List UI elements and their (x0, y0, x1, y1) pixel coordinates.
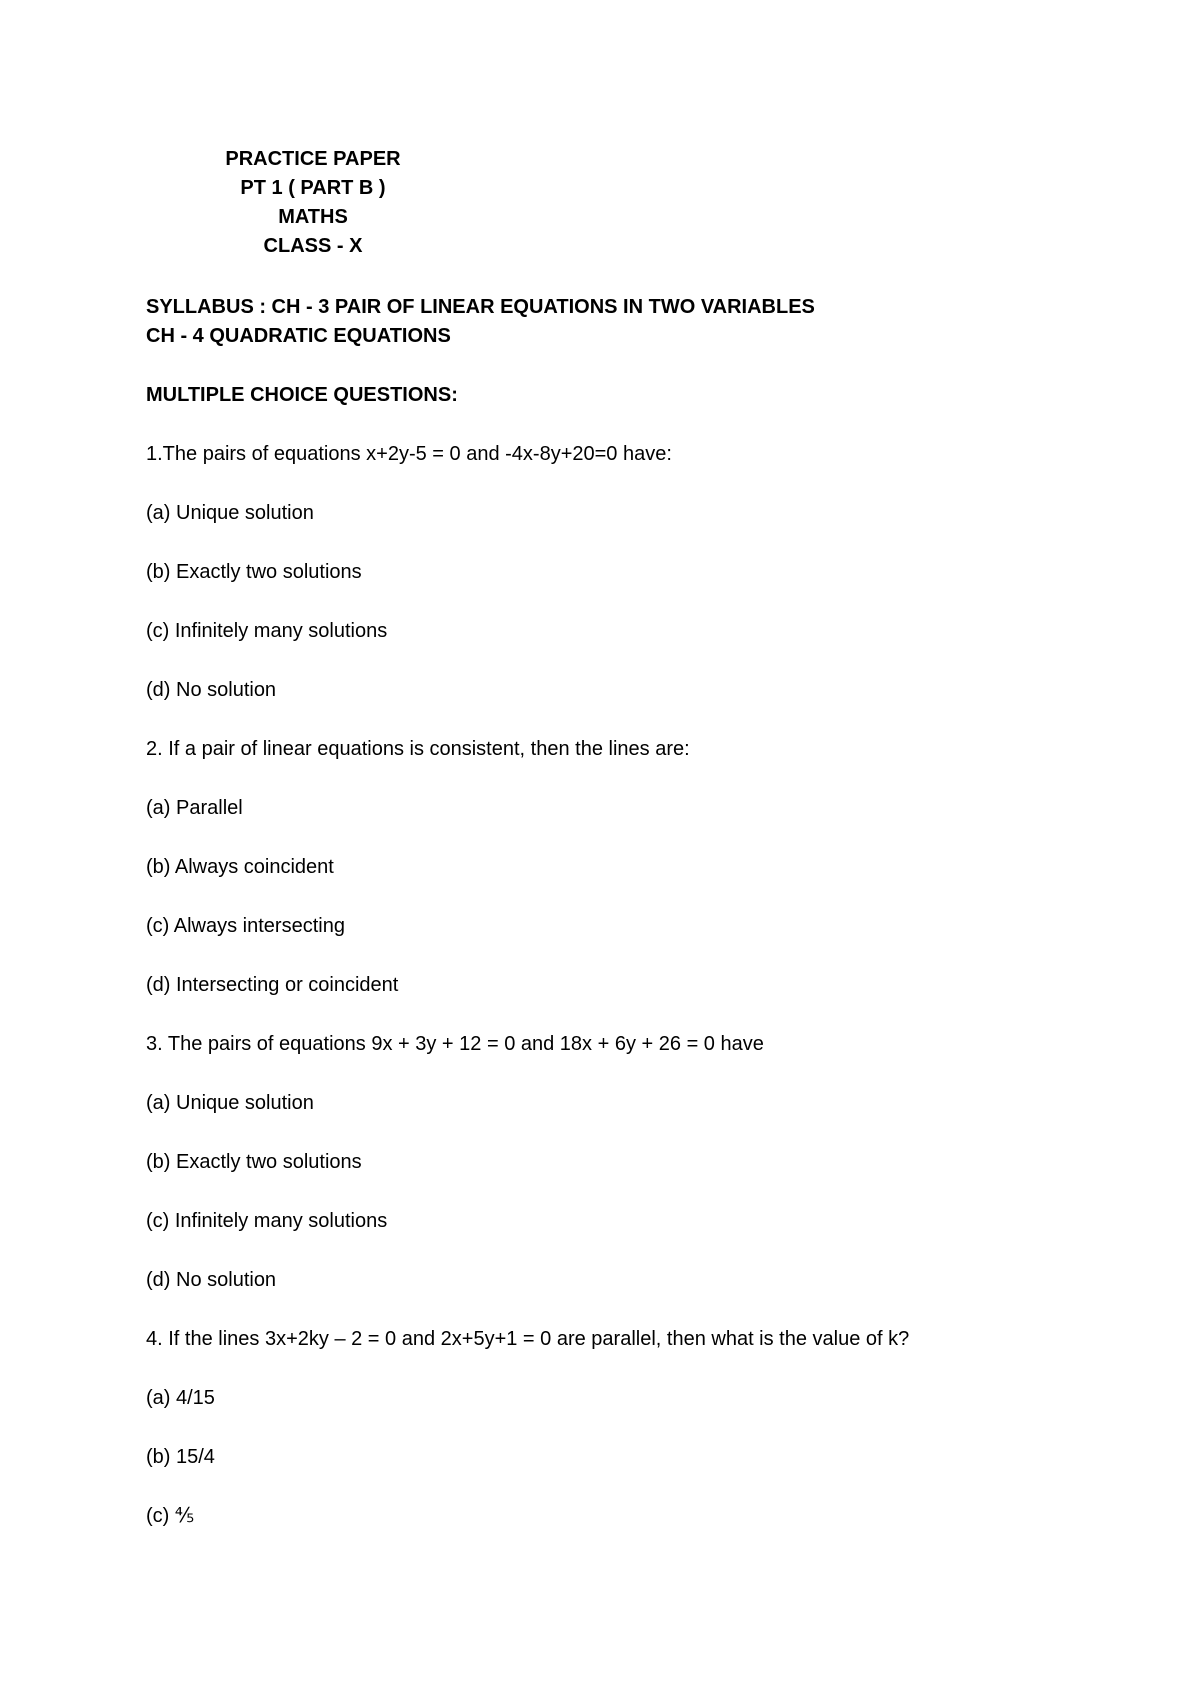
question-1: 1.The pairs of equations x+2y-5 = 0 and -4x-8y+20=0 have: (146, 443, 672, 465)
header-subject: MATHS (278, 206, 348, 228)
header-title: PRACTICE PAPER (225, 148, 401, 170)
question-4: 4. If the lines 3x+2ky – 2 = 0 and 2x+5y+1 = 0 are parallel, then what is the value of k? (146, 1328, 910, 1350)
question-4-option-c: (c) ⅘ (146, 1505, 195, 1527)
header-test-name: PT 1 ( PART B ) (240, 177, 386, 199)
question-4-option-b: (b) 15/4 (146, 1446, 215, 1468)
question-3: 3. The pairs of equations 9x + 3y + 12 = 0 and 18x + 6y + 26 = 0 have (146, 1033, 764, 1055)
question-2-option-a: (a) Parallel (146, 797, 243, 819)
paper-header (145, 145, 481, 261)
question-1-option-a: (a) Unique solution (146, 502, 314, 524)
question-1-option-b: (b) Exactly two solutions (146, 561, 362, 583)
question-2-option-b: (b) Always coincident (146, 856, 334, 878)
paper-content (146, 293, 1146, 1531)
question-3-option-b: (b) Exactly two solutions (146, 1151, 362, 1173)
question-3-option-c: (c) Infinitely many solutions (146, 1210, 388, 1232)
question-2-option-c: (c) Always intersecting (146, 915, 345, 937)
header-class: CLASS - X (263, 235, 363, 257)
question-1-option-c: (c) Infinitely many solutions (146, 620, 388, 642)
section-title: MULTIPLE CHOICE QUESTIONS: (146, 384, 458, 406)
question-2: 2. If a pair of linear equations is consistent, then the lines are: (146, 738, 690, 760)
question-1-option-d: (d) No solution (146, 679, 277, 701)
question-3-option-d: (d) No solution (146, 1269, 277, 1291)
syllabus-line-1: SYLLABUS : CH - 3 PAIR OF LINEAR EQUATIONS IN TWO VARIABLES (146, 296, 815, 318)
syllabus-line-2: CH - 4 QUADRATIC EQUATIONS (146, 325, 451, 347)
question-2-option-d: (d) Intersecting or coincident (146, 974, 399, 996)
question-4-option-a: (a) 4/15 (146, 1387, 215, 1409)
syllabus (146, 293, 1146, 351)
question-3-option-a: (a) Unique solution (146, 1092, 314, 1114)
